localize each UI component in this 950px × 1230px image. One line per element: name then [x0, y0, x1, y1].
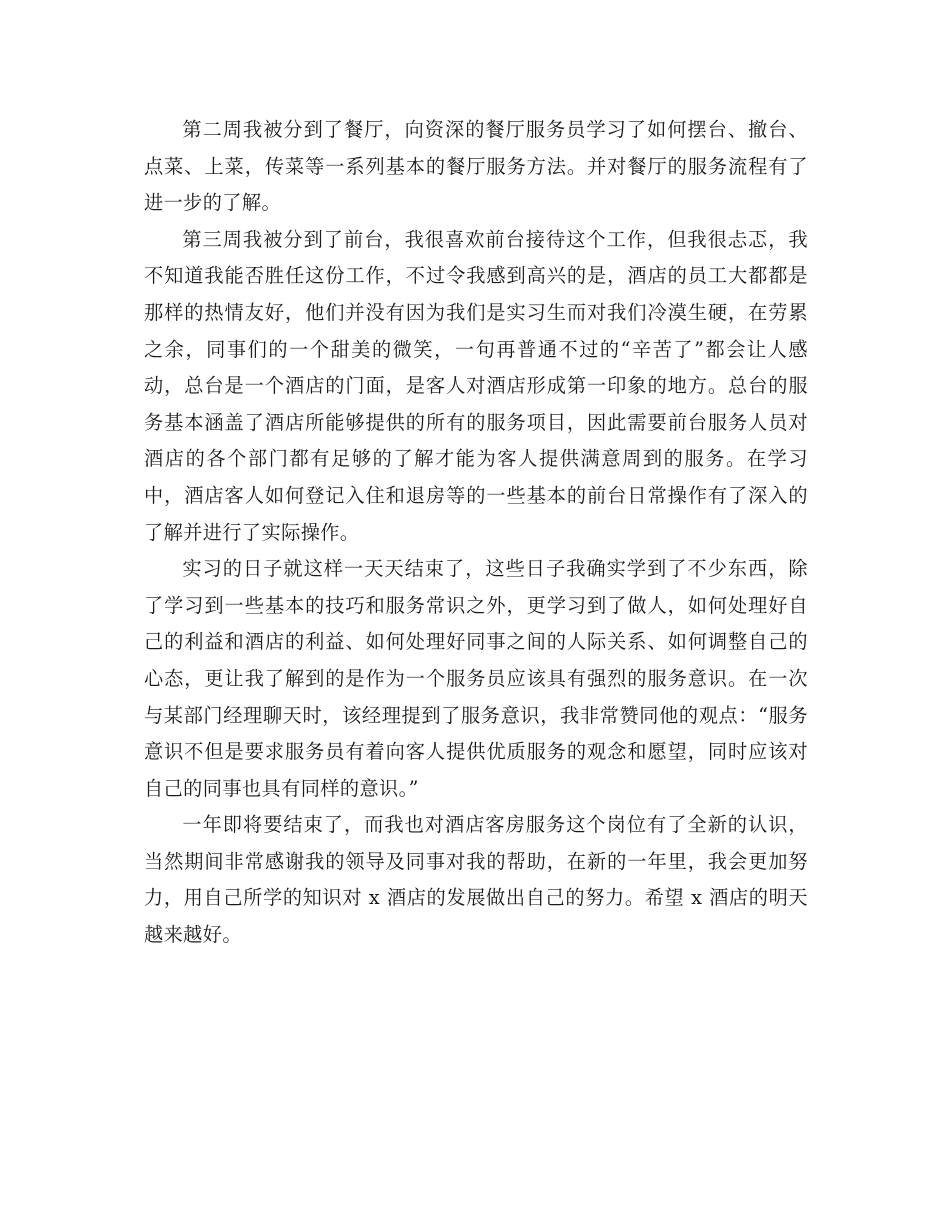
paragraph-week-three: 第三周我被分到了前台，我很喜欢前台接待这个工作，但我很忐忑，我不知道我能否胜任这份工作，不过令我感到高兴的是，酒店的员工大都都是那样的热情友好，他们并没有因为我们是实习生而对我们冷漠生硬，在劳累之余，同事们的一个甜美的微笑，一句再普通不过的“辛苦了”都会让人感动，总台是一个酒店的门面，是客人对酒店形成第一印象的地方。总台的服务基本涵盖了酒店所能够提供的所有的服务项目，因此需要前台服务人员对酒店的各个部门都有足够的了解才能为客人提供满意周到的服务。在学习中，酒店客人如何登记入住和退房等的一些基本的前台日常操作有了深入的了解并进行了实际操作。	[144, 227, 808, 544]
document-body	[144, 112, 808, 954]
paragraph-week-two: 第二周我被分到了餐厅，向资深的餐厅服务员学习了如何摆台、撤台、点菜、上菜，传菜等一系列基本的餐厅服务方法。并对餐厅的服务流程有了进一步的了解。	[144, 118, 808, 215]
paragraph-internship-summary: 实习的日子就这样一天天结束了，这些日子我确实学到了不少东西，除了学习到一些基本的技巧和服务常识之外，更学习到了做人，如何处理好自己的利益和酒店的利益、如何处理好同事之间的人际关系、如何调整自己的心态，更让我了解到的是作为一个服务员应该具有强烈的服务意识。在一次与某部门经理聊天时，该经理提到了服务意识，我非常赞同他的观点：“服务意识不但是要求服务员有着向客人提供优质服务的观念和愿望，同时应该对自己的同事也具有同样的意识。”	[144, 557, 808, 800]
paragraph-year-end: 一年即将要结束了，而我也对酒店客房服务这个岗位有了全新的认识，当然期间非常感谢我的领导及同事对我的帮助，在新的一年里，我会更加努力，用自己所学的知识对 x 酒店的发展做出自己的努力。希望 x 酒店的明天越来越好。	[144, 813, 808, 947]
